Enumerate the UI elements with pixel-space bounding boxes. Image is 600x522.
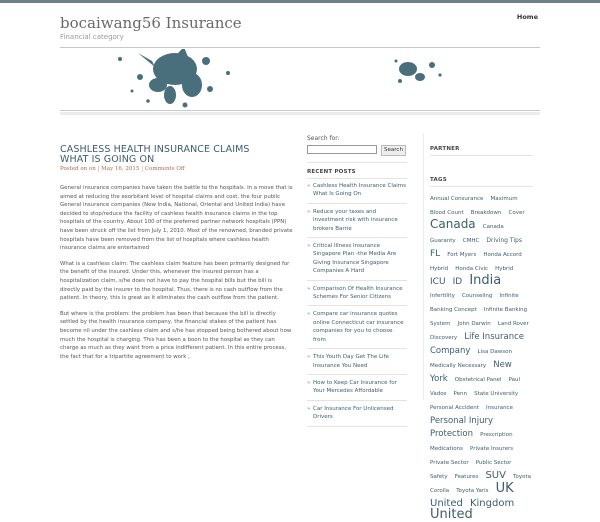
tag-link[interactable]: Personal Accident — [430, 405, 479, 411]
tag-link[interactable]: Insurance — [485, 405, 513, 411]
partner-title: PARTNER — [430, 146, 460, 152]
recent-post-link[interactable]: » Comparison Of Health Insurance Schemes For Senior Citizens — [307, 284, 407, 307]
tag-link[interactable]: Discovery — [430, 335, 458, 341]
site-description: Financial category — [60, 33, 124, 41]
tag-link[interactable]: FL — [430, 249, 441, 259]
partner-divider — [430, 155, 533, 156]
tag-link[interactable]: Hybrid — [495, 266, 514, 272]
tag-link[interactable]: Protection — [430, 429, 474, 439]
tag-link[interactable]: Prescription — [480, 432, 513, 438]
tag-link[interactable]: Infinite Banking — [483, 307, 528, 313]
sidebar-divider — [307, 162, 407, 163]
post-meta: Posted on on | May 16, 2015 | Comments Off — [60, 166, 185, 172]
tag-link[interactable]: United — [430, 498, 463, 509]
tag-link[interactable]: Land Rover — [497, 321, 529, 327]
banner-divider — [60, 110, 540, 111]
sidebar-vertical-divider — [423, 133, 424, 400]
post-paragraph: General insurance companies have taken the battle to the hospitals. In a move that is aimed at reducing the exorbitant level of hospital claims and cost, the four public General insurance companies (New India, National, Oriental and United India) have decided to stop/reduce the facility of cashless health insurance claims in the top hospitals of the country. About 100 of the preferred partner network hospitals (PPN) have been struck off the list from July 1, 2010. Most of the renowned, branded private hospitals have been removed from the list of hospitals where cashless health insurance claims are entertained — [60, 185, 293, 252]
banner-shadow — [60, 112, 540, 115]
tag-link[interactable]: Life Insurance — [464, 332, 525, 342]
tag-link[interactable]: SUV — [485, 470, 506, 481]
tag-link[interactable]: Penn — [453, 391, 468, 397]
tag-link[interactable]: Infinite — [499, 293, 519, 299]
recent-title-divider — [307, 178, 407, 179]
tag-link[interactable]: State University — [474, 391, 519, 397]
search-button[interactable]: Search — [381, 145, 406, 156]
post-body — [60, 184, 293, 368]
recent-post-link[interactable]: » Car Insurance For Unlicensed Drivers — [307, 404, 407, 427]
recent-post-link[interactable]: » Critical Illness Insurance Singapore Plan -the Media Are Giving Insurance Singapore Companies A Hard — [307, 241, 407, 281]
tag-link[interactable]: Maximum — [490, 196, 518, 202]
tag-link[interactable]: India — [469, 273, 502, 288]
top-accent-bar — [0, 0, 600, 3]
tag-link[interactable]: Safety — [430, 474, 448, 480]
tags-divider — [430, 186, 533, 187]
tag-link[interactable]: System — [430, 321, 451, 327]
header-banner — [60, 49, 540, 109]
ink-splash-image — [60, 49, 540, 109]
tag-link[interactable]: Lisa Dawson — [477, 349, 512, 355]
tag-link[interactable]: Blood Count — [430, 210, 464, 216]
tag-link[interactable]: Fort Myers — [447, 252, 477, 258]
search-input[interactable] — [307, 145, 377, 154]
post-paragraph: But where is the problem: the problem has been that because the bill is directly settled by the health insurance company, the financial stakes of the patient has become nil under the cashless claim and s/he has stopped being bothered about how much the hospital is charging. This has been a boon to the hospital as they can charge as much as they want from a price indifferent patient. In this entire process, the fact that for a tripartite agreement to work , — [60, 310, 292, 360]
recent-post-link[interactable]: » How to Keep Car Insurance for Your Mercedes Affordable — [307, 378, 407, 401]
tag-link[interactable]: New York — [430, 360, 512, 384]
tag-link[interactable]: Annual Consurance — [430, 196, 484, 202]
recent-posts-title: RECENT POSTS — [307, 169, 356, 175]
tag-link[interactable]: Cover — [508, 210, 525, 216]
tag-link[interactable]: ID — [452, 277, 463, 287]
tag-link[interactable]: Public Sector — [475, 460, 512, 466]
site-title[interactable]: bocaiwang56 Insurance — [60, 14, 242, 32]
tag-link[interactable]: Infertility — [430, 293, 455, 299]
tag-link[interactable]: Medically Necessary — [430, 363, 487, 369]
recent-post-link[interactable]: » Reduce your taxes and investment risk with insurance brokers Barrie — [307, 207, 407, 238]
nav-home-link[interactable]: Home — [516, 13, 538, 21]
tag-link[interactable]: Company — [430, 346, 471, 356]
tag-link[interactable]: CMHC — [462, 238, 480, 244]
tag-link[interactable]: Medications — [430, 446, 463, 452]
post-title[interactable]: CASHLESS HEALTH INSURANCE CLAIMS WHAT IS GOING ON — [60, 144, 250, 165]
post-paragraph: What is a cashless claim: The cashless claim feature has been primarily designed for the benefit of the insured. Under this, whenever the insured person has a hospitalization claim, s/he does not have to pay the hospital bills but the bill is directly paid by the insurer to the hospital. Thus, there is no cash outflow from the patient. In theory, this is great as it eliminates the cash outflow from the patient. — [60, 260, 290, 302]
tag-link[interactable]: ICU — [430, 277, 446, 287]
tags-title: TAGS — [430, 177, 447, 183]
tag-link[interactable]: Breakdown — [470, 210, 502, 216]
search-label: Search for: — [307, 135, 340, 142]
tag-link[interactable]: United — [430, 507, 473, 522]
tag-link[interactable]: Driving Tips — [486, 237, 522, 244]
meta-author[interactable]: on — [88, 166, 96, 172]
tag-link[interactable]: Canada — [430, 217, 476, 231]
recent-post-link[interactable]: » This Youth Day Get The Life Insurance You Need — [307, 352, 407, 375]
tag-cloud — [430, 190, 533, 522]
recent-post-link[interactable]: » Compare car insurance quotes online Connecticut car insurance companies for you to choose from — [307, 309, 407, 349]
tag-link[interactable]: Personal Injury — [430, 416, 494, 426]
tag-link[interactable]: Private Insurers — [470, 446, 514, 452]
tag-link[interactable]: Honda Accord Hybrid — [430, 252, 522, 272]
header-divider — [60, 47, 540, 48]
tag-link[interactable]: Honda Civic — [455, 266, 489, 272]
meta-date[interactable]: May 16, 2015 — [101, 166, 140, 172]
tag-link[interactable]: Features — [454, 474, 479, 480]
recent-post-link[interactable]: » Cashless Health Insurance Claims What Is Going On — [307, 181, 407, 204]
tag-link[interactable]: John Darwin — [457, 321, 491, 327]
tag-link[interactable]: Counseling — [461, 293, 493, 299]
tag-link[interactable]: Kingdom — [469, 498, 515, 509]
tag-link[interactable]: Paul Vados — [430, 377, 521, 397]
tag-link[interactable]: Toyota Yaris — [456, 488, 489, 494]
tag-link[interactable]: Private Sector — [430, 460, 469, 466]
tag-link[interactable]: UK — [495, 481, 514, 496]
tag-link[interactable]: Banking Concept — [430, 307, 477, 313]
tag-link[interactable]: Toyota Corolla — [430, 474, 531, 494]
tag-link[interactable]: Canada Guaranty — [430, 224, 504, 244]
tag-link[interactable]: Obstetrical Panel — [454, 377, 502, 383]
meta-prefix: Posted on — [60, 166, 88, 172]
meta-comments[interactable]: Comments Off — [144, 166, 185, 172]
recent-posts-list — [307, 181, 407, 430]
